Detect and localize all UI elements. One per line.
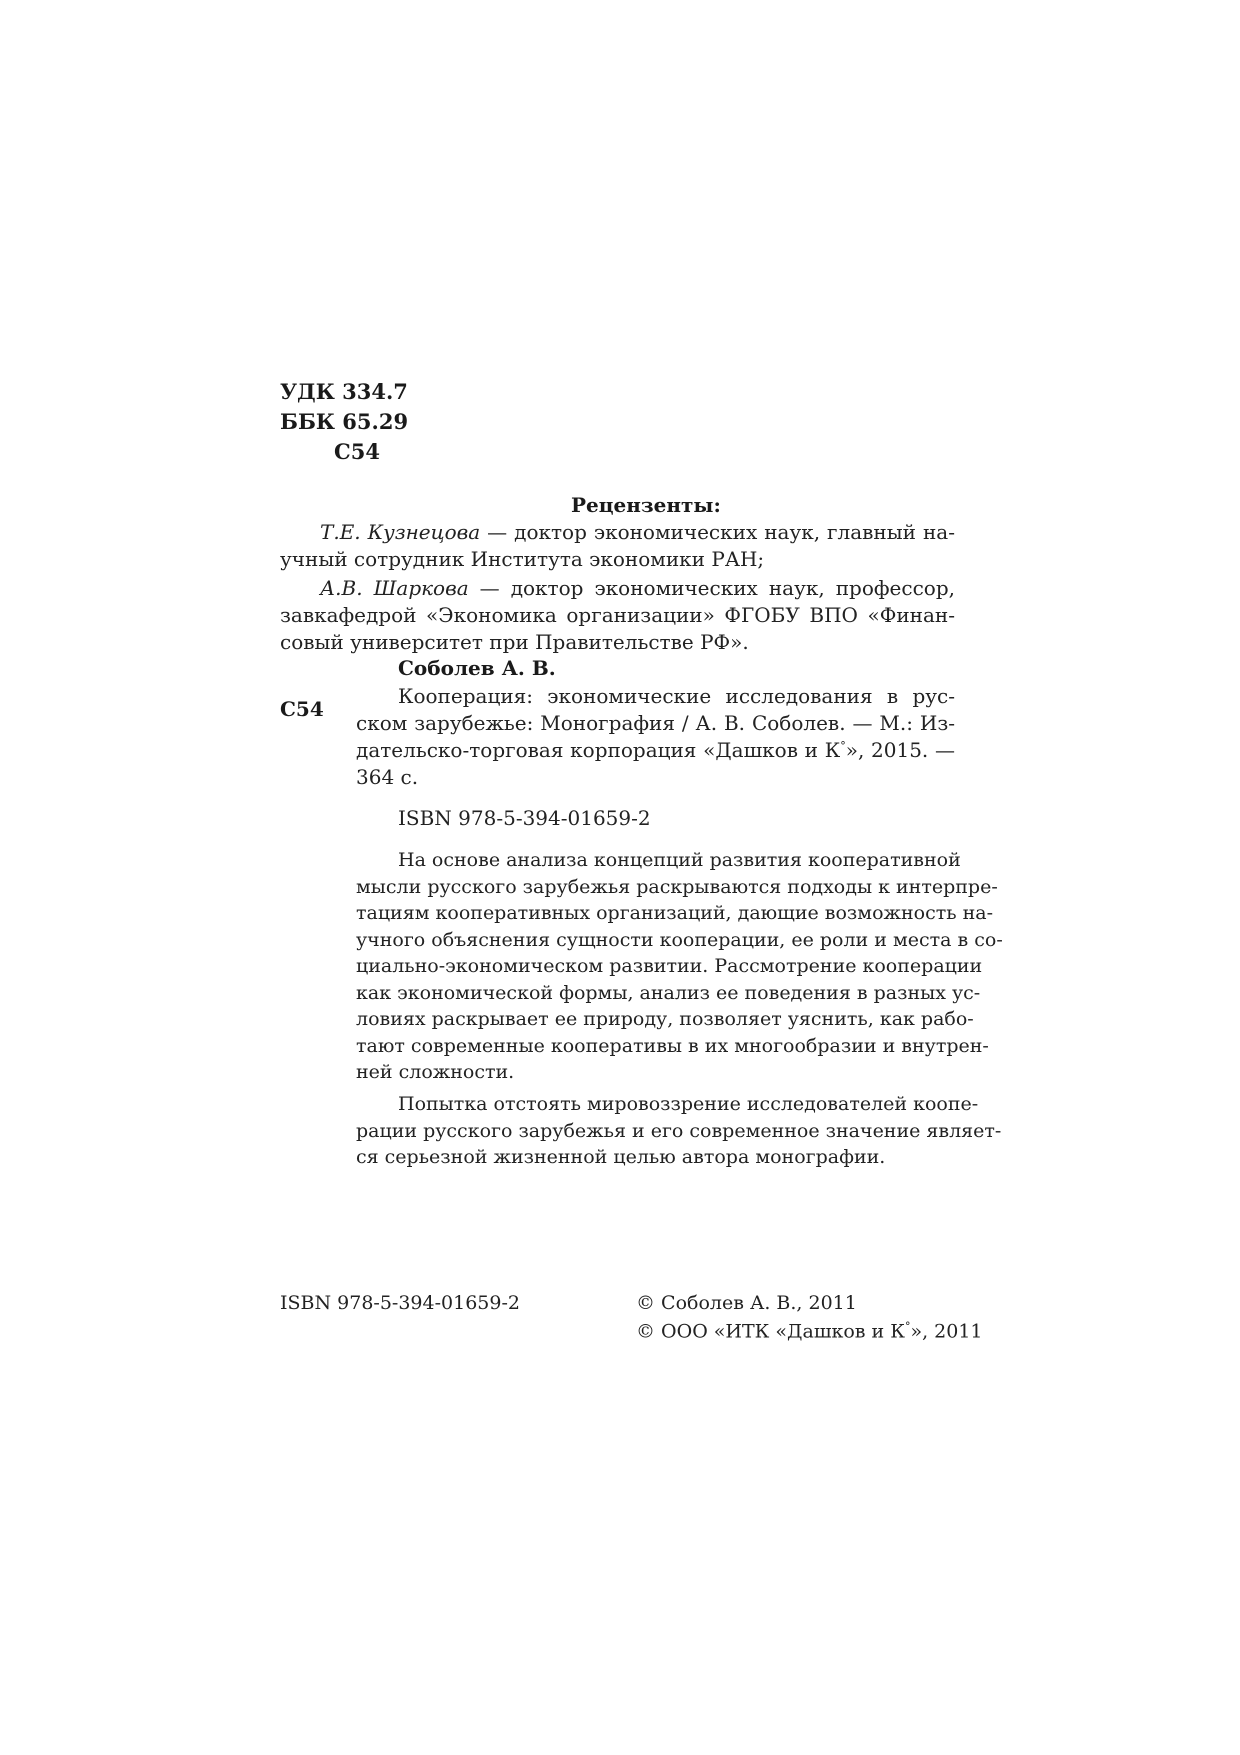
bib-line-2: ском зарубежье: Монография / А. В. Соболев. — М.: Из- xyxy=(356,711,955,735)
abstract-paragraph-2 xyxy=(356,1093,1002,1173)
bib-line-3-year: », 2015. — xyxy=(845,738,955,762)
bib-author-mark: С54 xyxy=(280,697,324,721)
abstract-line: циально-экономическом развитии. Рассмотрение кооперации xyxy=(356,955,983,977)
reviewer-1-name: Т.Е. Кузнецова xyxy=(320,520,481,544)
bib-line-1: Кооперация: экономические исследования в рус- xyxy=(398,684,955,708)
abstract-line: ся серьезной жизненной целью автора монографии. xyxy=(356,1146,886,1168)
abstract-line: учного объяснения сущности кооперации, ее роли и места в со- xyxy=(356,928,1003,951)
reviewer-2-name: А.В. Шаркова xyxy=(320,576,469,600)
udk-code: УДК 334.7 xyxy=(280,379,408,404)
reviewer-1-line-2: учный сотрудник Института экономики РАН; xyxy=(280,547,765,571)
abstract-line: мысли русского зарубежья раскрываются подходы к интерпре- xyxy=(356,875,998,898)
reviewers-heading: Рецензенты: xyxy=(571,493,721,517)
reviewer-1-line-1 xyxy=(320,520,955,544)
copyright-author: © Соболев А. В., 2011 xyxy=(636,1292,857,1314)
reviewer-1-text: — доктор экономических наук, главный на- xyxy=(480,520,955,544)
abstract-line: Попытка отстоять мировоззрение исследователей коопе- xyxy=(398,1093,979,1115)
bbk-code: ББК 65.29 xyxy=(280,409,409,434)
abstract-line: На основе анализа концепций развития кооперативной xyxy=(398,849,961,871)
bib-line-3 xyxy=(356,738,955,762)
abstract-line: рации русского зарубежья и его современное значение являет- xyxy=(356,1119,1002,1142)
reviewer-2-line-2: завкафедрой «Экономика организации» ФГОБУ ВПО «Финан- xyxy=(280,603,955,627)
degree-mark: ° xyxy=(904,1320,911,1333)
abstract-line: тают современные кооперативы в их многообразии и внутрен- xyxy=(356,1034,989,1057)
copyright-publisher xyxy=(636,1320,983,1342)
bib-line-3-text: дательско-торговая корпорация «Дашков и К xyxy=(356,738,841,762)
bib-line-4: 364 с. xyxy=(356,765,419,789)
bib-isbn: ISBN 978-5-394-01659-2 xyxy=(398,806,651,830)
author-mark: С54 xyxy=(334,439,380,464)
abstract-line: тациям кооперативных организаций, дающие возможность на- xyxy=(356,902,994,924)
reviewer-2-text: — доктор экономических наук, профессор, xyxy=(468,576,955,600)
reviewer-2-line-1 xyxy=(320,576,955,600)
copyright-publisher-year: », 2011 xyxy=(910,1320,983,1343)
abstract-line: ней сложности. xyxy=(356,1061,515,1083)
abstract-paragraph-1 xyxy=(356,849,1003,1088)
copyright-publisher-text: © ООО «ИТК «Дашков и К xyxy=(636,1320,905,1343)
degree-mark: ° xyxy=(840,739,846,753)
abstract-line: ловиях раскрывает ее природу, позволяет уяснить, как рабо- xyxy=(356,1008,974,1030)
footer-isbn: ISBN 978-5-394-01659-2 xyxy=(280,1292,520,1314)
reviewer-2-line-3: совый университет при Правительстве РФ». xyxy=(280,630,749,654)
book-author: Соболев А. В. xyxy=(398,656,556,680)
abstract-line: как экономической формы, анализ ее поведения в разных ус- xyxy=(356,981,981,1004)
classification-block xyxy=(280,377,408,467)
